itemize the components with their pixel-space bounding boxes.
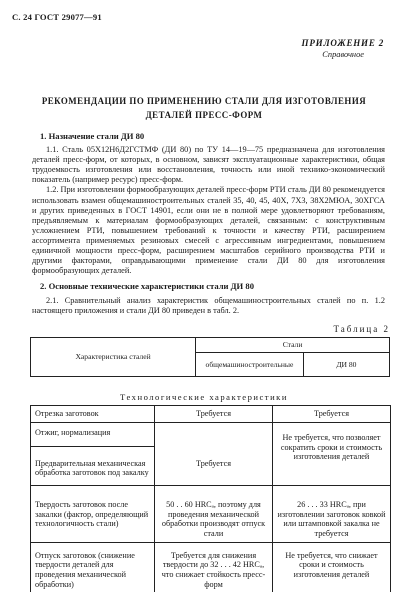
table-2-col-general: общемашиностроительные: [196, 353, 304, 377]
document-title: [18, 95, 390, 123]
table-2-col-di80: ДИ 80: [303, 353, 389, 377]
table-2-group-header: Стали: [196, 338, 390, 353]
table-tech-row-2-label: Твердость заготовок после закалки (фактор, определяющий технологичность стали): [31, 486, 155, 543]
table-tech-row-1-label: [31, 423, 155, 486]
table-tech-row-1-di80: Не требуется, что позволяет сократить сроки и стоимость изготовления деталей: [273, 423, 391, 486]
appendix-subtitle: Справочное: [322, 50, 364, 59]
section-1-heading: 1. Назначение стали ДИ 80: [40, 131, 145, 141]
document-title-line-2: ДЕТАЛЕЙ ПРЕСС-ФОРМ: [145, 109, 263, 120]
section-2-heading: 2. Основные технические характеристики стали ДИ 80: [40, 281, 254, 291]
table-tech-row-1-general: Требуется: [155, 423, 273, 486]
section-2-body: [32, 296, 385, 316]
document-title-line-1: РЕКОМЕНДАЦИИ ПО ПРИМЕНЕНИЮ СТАЛИ ДЛЯ ИЗГОТОВЛЕНИЯ: [41, 96, 367, 106]
paragraph-2-1: 2.1. Сравнительный анализ характеристик общемашиностроительных сталей по п. 1.2 настоящего приложения и стали ДИ 80 приведен в табл. 2.: [32, 296, 385, 316]
table-row: [31, 542, 391, 592]
table-tech-row-3-general: Требуется для снижения твердости до 32 . . . 42 HRCₐ, что снижает стойкость пресс-форм: [155, 542, 273, 592]
table-2: [30, 337, 390, 377]
section-1-body: [32, 145, 385, 276]
table-tech-row-2-di80: 26 . . . 33 HRCₐ, при изготовлении заготовок ковкой или штамповкой закалка не требуется: [273, 486, 391, 543]
table-technological: [30, 405, 391, 592]
table-tech-row-1-label-a: Отжиг, нормализация: [31, 426, 154, 447]
technological-characteristics-title: Технологические характеристики: [120, 392, 288, 402]
table-tech-row-2-general: 50 . . 60 HRCₐ, поэтому для проведения механической обработки производят отпуск стали: [155, 486, 273, 543]
table-row: [31, 486, 391, 543]
table-row: [31, 423, 391, 486]
table-tech-row-3-label: Отпуск заготовок (снижение твердости деталей для проведения механической обработки): [31, 542, 155, 592]
table-tech-header-di80: Требуется: [273, 406, 391, 423]
paragraph-1-2: 1.2. При изготовлении формообразующих деталей пресс-форм РТИ сталь ДИ 80 рекомендуется использовать взамен общемашиностроительных сталей 35, 40, 45, 40Х, 7Х3, 38Х2МЮА, 30ХГСА и других приведенных в ГОСТ 14901, если они не в полной мере удовлетворяют требованиям, предъявляемым к материалам формообразующих деталей, связанным: с конструктивным усложнением РТИ, повышением требований к точности и качеству РТИ, расширением ассортимента применяемых резиновых смесей с агрессивным ингредиентами, повышением единичной мощности пресс-форм, расширением масштабов серийного производства РТИ и другими факторами, оправдывающими применение стали ДИ 80 для изготовления формообразующих деталей.: [32, 185, 385, 276]
appendix-title: ПРИЛОЖЕНИЕ 2: [301, 38, 384, 48]
table-tech-row-1-label-b: Предварительная механическая обработка заготовок под закалку: [35, 458, 149, 478]
paragraph-1-1: 1.1. Сталь 05Х12Н6Д2ГСТМФ (ДИ 80) по ТУ 14—19—75 предназначена для изготовления деталей пресс-форм, от которых, в основном, зависят эксплуатационные характеристики, общая трудоемкость изготовления или восстановления, точность или иной технико-экономический показатель (например ресурс) пресс-форм.: [32, 145, 385, 185]
table-2-caption: Таблица 2: [333, 324, 390, 334]
table-tech-row-3-di80: Не требуется, что снижает сроки и стоимость изготовления деталей: [273, 542, 391, 592]
page-header-reference: С. 24 ГОСТ 29077—91: [12, 12, 102, 22]
table-tech-header-operation: Отрезка заготовок: [31, 406, 155, 423]
table-2-row-label: Характеристика сталей: [31, 338, 196, 377]
table-tech-header-general: Требуется: [155, 406, 273, 423]
